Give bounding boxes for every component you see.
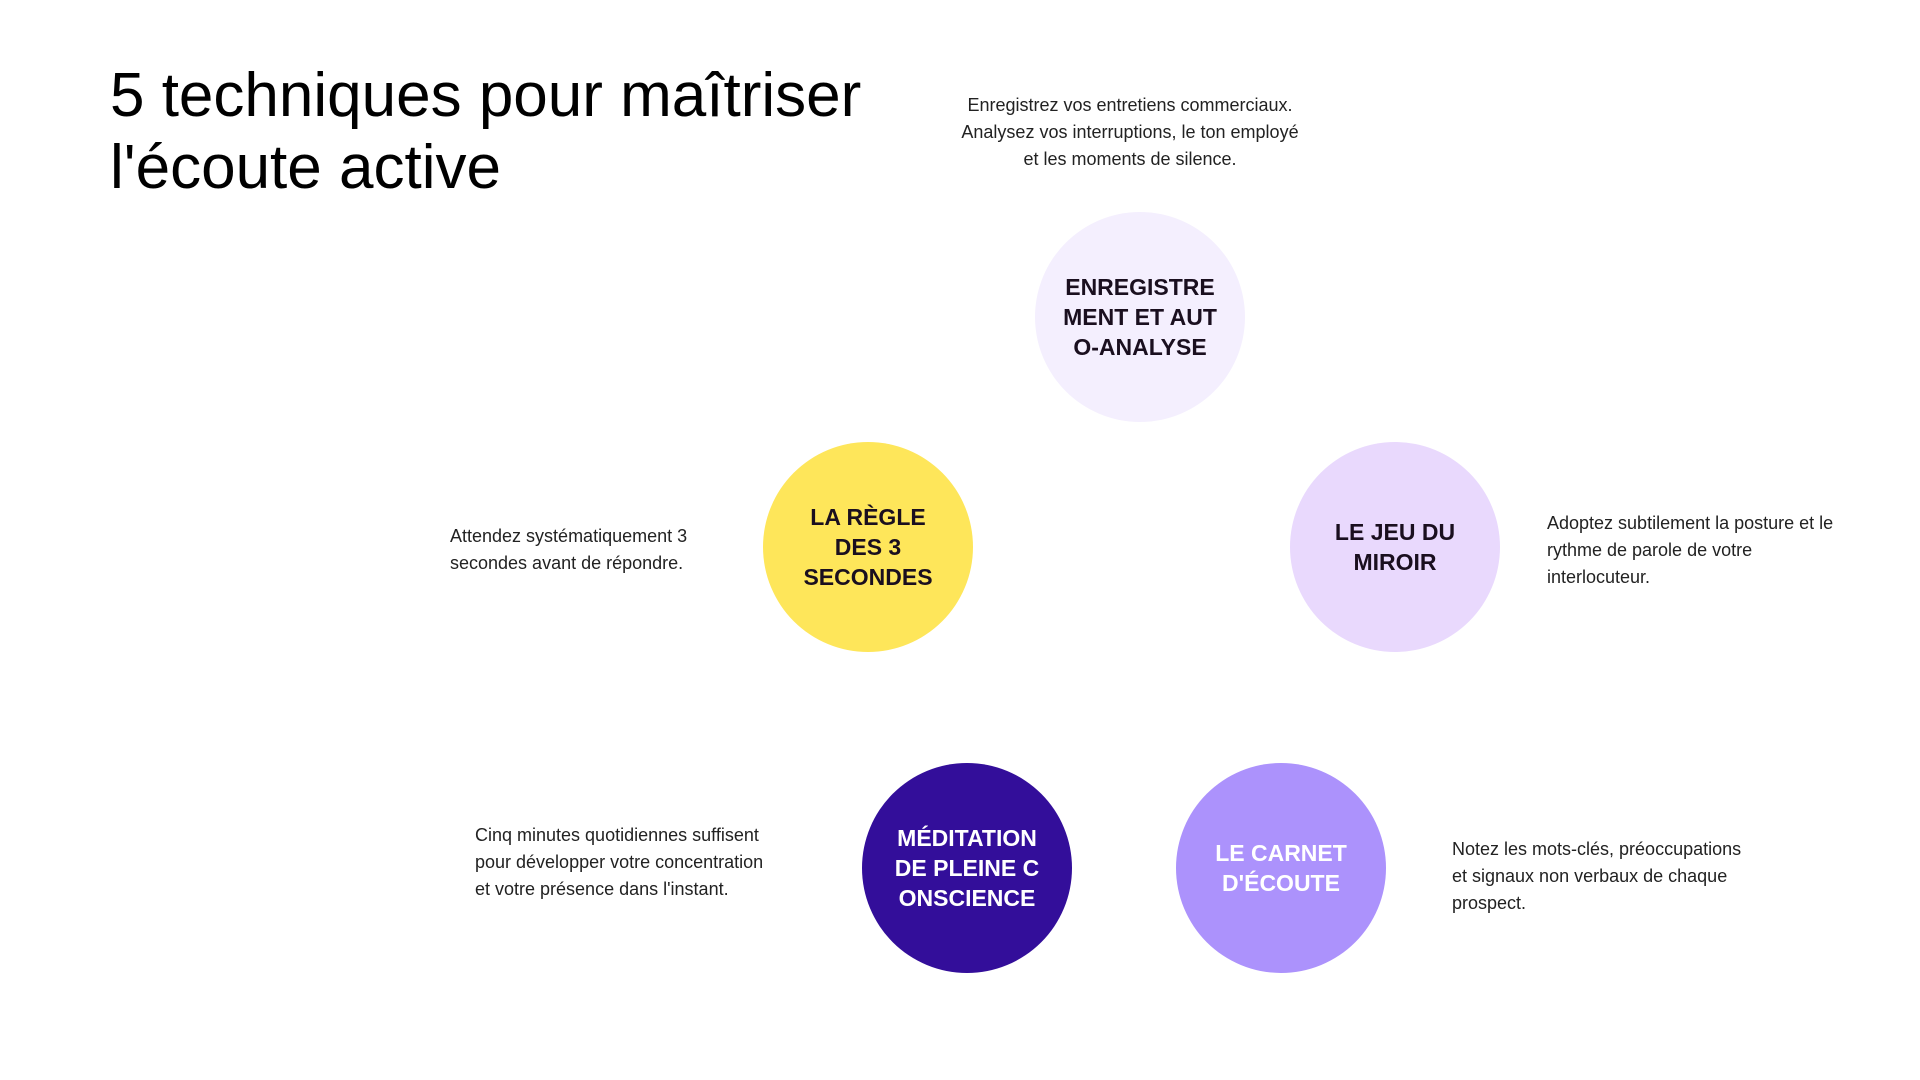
technique-description-meditation: Cinq minutes quotidiennes suffisent pour développer votre concentration et votre présence dans l'instant. (475, 825, 764, 899)
technique-description-enregistrement: Enregistrez vos entretiens commerciaux. Analysez vos interruptions, le ton employé et les moments de silence. (961, 95, 1299, 169)
technique-description-carnet-ecoute: Notez les mots-clés, préoccupations et signaux non verbaux de chaque prospect. (1452, 839, 1742, 913)
technique-circle-jeu-du-miroir (1290, 442, 1500, 652)
technique-label: ENREGISTREMENT ET AUTO-ANALYSE (1063, 274, 1217, 360)
technique-label: MÉDITATION DE PLEINE CONSCIENCE (894, 825, 1040, 911)
technique-circle-carnet-ecoute (1176, 763, 1386, 973)
technique-description-jeu-du-miroir: Adoptez subtilement la posture et le rythme de parole de votre interlocuteur. (1547, 513, 1834, 587)
technique-circle-regle-3-secondes (763, 442, 973, 652)
technique-circle-meditation (862, 763, 1072, 973)
page-title: 5 techniques pour maîtriser l'écoute active (110, 61, 862, 202)
technique-label: LA RÈGLE DES 3 SECONDES (803, 504, 933, 590)
technique-description-regle-3-secondes: Attendez systématiquement 3 secondes avant de répondre. (450, 526, 688, 573)
technique-circle-enregistrement (1035, 212, 1245, 422)
technique-label: LE CARNET D'ÉCOUTE (1215, 840, 1347, 896)
technique-label: LE JEU DU MIROIR (1334, 519, 1456, 575)
